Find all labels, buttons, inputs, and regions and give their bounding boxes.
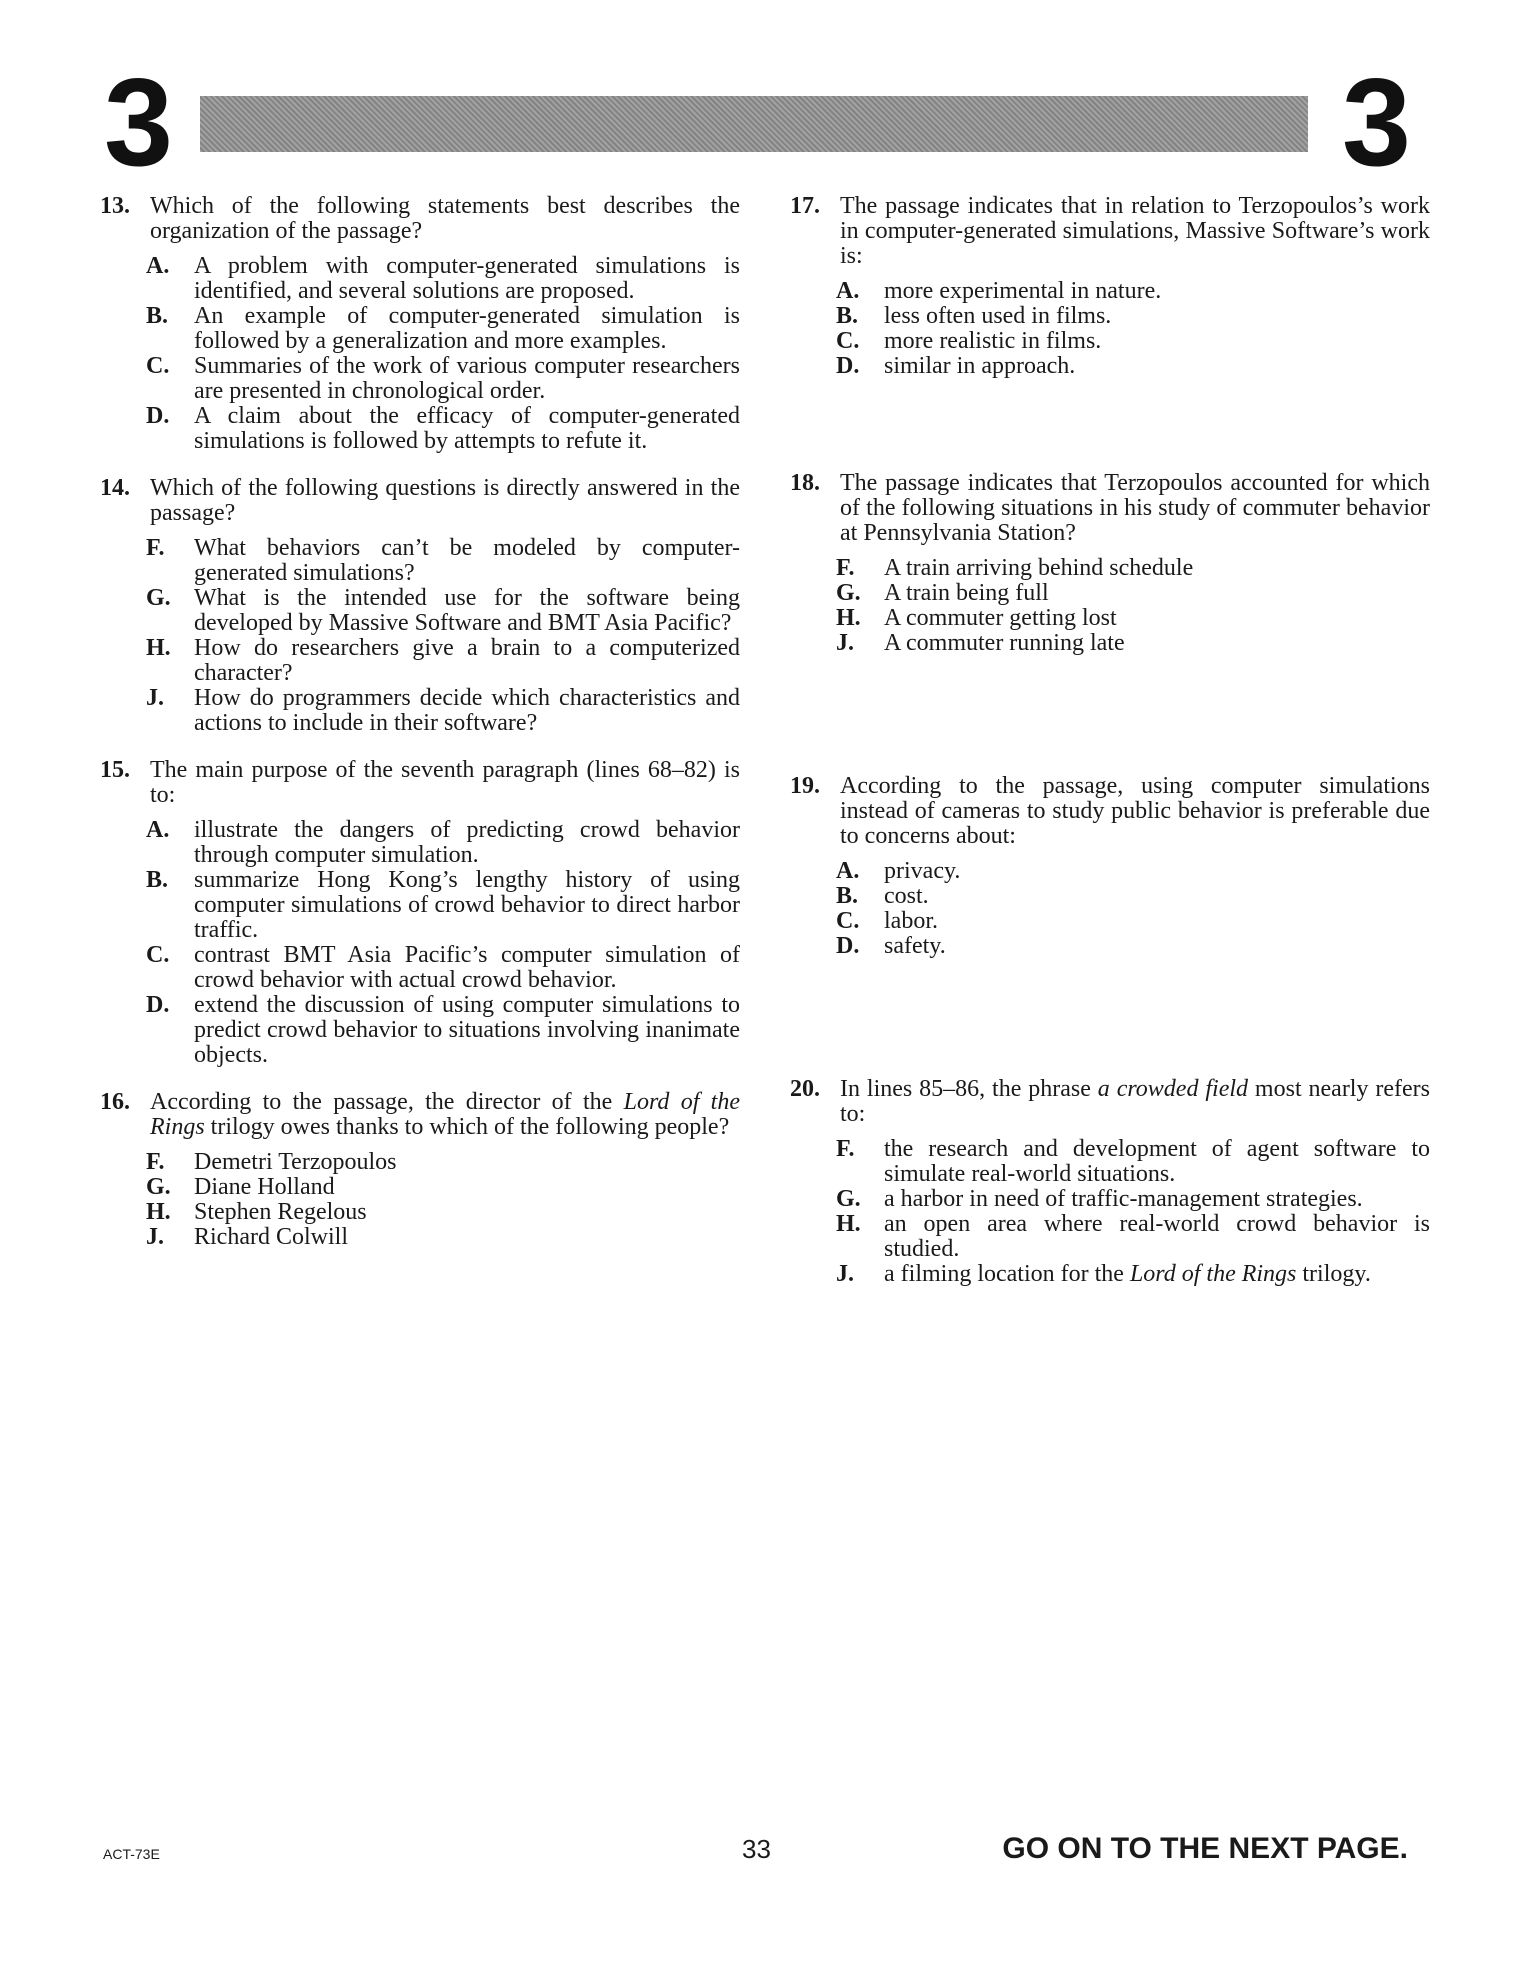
option-letter: J.: [146, 1224, 164, 1250]
question-15: [100, 758, 740, 1068]
option-letter: J.: [836, 630, 854, 656]
question-stem: The passage indicates that in relation to Terzopoulos’s work in computer-generated simulations, Massive Software’s work is:: [840, 193, 1430, 269]
option-text: safety.: [884, 933, 946, 959]
answer-option: [836, 1187, 1430, 1212]
answer-option: [146, 1150, 740, 1175]
question-stem-part: In lines 85–86, the phrase: [840, 1076, 1098, 1102]
question-number: 15.: [100, 757, 130, 783]
option-letter: D.: [146, 992, 170, 1018]
option-text: Summaries of the work of various computer researchers are presented in chronological order.: [194, 353, 740, 404]
option-text: less often used in films.: [884, 303, 1112, 329]
answer-option: [836, 556, 1430, 581]
option-text: How do researchers give a brain to a computerized character?: [194, 635, 740, 686]
answer-option: [836, 581, 1430, 606]
option-letter: F.: [836, 1136, 855, 1162]
left-column: [100, 194, 740, 1250]
section-number-left: 3: [104, 54, 173, 192]
option-text: privacy.: [884, 858, 961, 884]
option-text: more realistic in films.: [884, 328, 1102, 354]
answer-option: [836, 279, 1430, 304]
answer-option: [146, 404, 740, 454]
option-text: A train arriving behind schedule: [884, 555, 1194, 581]
option-text-part: a filming location for the: [884, 1261, 1130, 1287]
answer-option: [146, 943, 740, 993]
answer-option: [146, 1225, 740, 1250]
option-letter: F.: [836, 555, 855, 581]
option-letter: F.: [146, 1149, 165, 1175]
option-text: A train being full: [884, 580, 1049, 606]
option-text: contrast BMT Asia Pacific’s computer simulation of crowd behavior with actual crowd behavior.: [194, 942, 740, 993]
option-letter: D.: [836, 353, 860, 379]
option-letter: G.: [836, 580, 861, 606]
option-letter: G.: [146, 1174, 171, 1200]
option-letter: B.: [836, 303, 859, 329]
answer-option: [146, 536, 740, 586]
option-letter: H.: [146, 635, 171, 661]
option-letter: F.: [146, 535, 165, 561]
right-column: [790, 194, 1430, 1287]
question-13: [100, 194, 740, 454]
option-text: A commuter getting lost: [884, 605, 1117, 631]
question-18: [790, 471, 1430, 656]
option-letter: D.: [836, 933, 860, 959]
option-text: a harbor in need of traffic-management strategies.: [884, 1186, 1363, 1212]
option-text: the research and development of agent software to simulate real-world situations.: [884, 1136, 1430, 1187]
answer-option: [836, 606, 1430, 631]
answer-option: [836, 1137, 1430, 1187]
question-stem: According to the passage, using computer simulations instead of cameras to study public behavior is preferable due to concerns about:: [840, 773, 1430, 849]
question-number: 18.: [790, 470, 820, 496]
option-letter: H.: [146, 1199, 171, 1225]
question-stem: The passage indicates that Terzopoulos accounted for which of the following situations in his study of commuter behavior at Pennsylvania Station?: [840, 470, 1430, 546]
option-letter: G.: [836, 1186, 861, 1212]
question-19: [790, 774, 1430, 959]
option-text: extend the discussion of using computer simulations to predict crowd behavior to situations involving inanimate objects.: [194, 992, 740, 1068]
option-text: labor.: [884, 908, 938, 934]
quoted-phrase: a crowded field: [1097, 1076, 1249, 1102]
answer-option: [146, 818, 740, 868]
option-text: What behaviors can’t be modeled by computer-generated simulations?: [194, 535, 740, 586]
answer-option: [836, 859, 1430, 884]
option-letter: C.: [836, 328, 860, 354]
answer-option: [146, 636, 740, 686]
answer-option: [146, 586, 740, 636]
option-letter: A.: [836, 278, 860, 304]
option-text: Stephen Regelous: [194, 1199, 367, 1225]
question-17: [790, 194, 1430, 379]
question-16: [100, 1090, 740, 1250]
option-letter: B.: [146, 303, 169, 329]
option-text: How do programmers decide which characteristics and actions to include in their software?: [194, 685, 740, 736]
question-stem-part: most nearly refers to:: [840, 1076, 1431, 1127]
option-letter: C.: [146, 942, 170, 968]
option-letter: A.: [146, 253, 170, 279]
option-letter: A.: [146, 817, 170, 843]
question-number: 20.: [790, 1076, 820, 1102]
option-letter: A.: [836, 858, 860, 884]
option-text: A problem with computer-generated simulations is identified, and several solutions are proposed.: [194, 253, 740, 304]
question-stem: Which of the following questions is directly answered in the passage?: [150, 475, 740, 526]
question-stem-part: According to the passage, the director of the: [150, 1089, 624, 1115]
option-letter: C.: [836, 908, 860, 934]
option-text-part: trilogy.: [1296, 1261, 1371, 1287]
option-text: illustrate the dangers of predicting crowd behavior through computer simulation.: [194, 817, 740, 868]
film-title: Lord of the Rings: [1129, 1261, 1297, 1287]
section-number-right: 3: [1342, 54, 1411, 192]
question-stem-part: trilogy owes thanks to which of the following people?: [204, 1114, 730, 1140]
answer-option: [146, 304, 740, 354]
option-text: an open area where real-world crowd behavior is studied.: [884, 1211, 1430, 1262]
option-text: cost.: [884, 883, 929, 909]
answer-option: [836, 909, 1430, 934]
answer-option: [836, 304, 1430, 329]
option-text: Richard Colwill: [194, 1224, 348, 1250]
answer-option: [836, 631, 1430, 656]
answer-option: [836, 329, 1430, 354]
answer-option: [146, 868, 740, 943]
question-14: [100, 476, 740, 736]
answer-option: [836, 1262, 1430, 1287]
question-number: 17.: [790, 193, 820, 219]
form-code: ACT-73E: [103, 1846, 160, 1862]
option-text: similar in approach.: [884, 353, 1076, 379]
option-text: Diane Holland: [194, 1174, 335, 1200]
answer-option: [146, 1175, 740, 1200]
next-page-instruction: GO ON TO THE NEXT PAGE.: [1002, 1832, 1408, 1865]
option-text: Demetri Terzopoulos: [194, 1149, 397, 1175]
question-stem: The main purpose of the seventh paragraph (lines 68–82) is to:: [150, 757, 740, 808]
answer-option: [836, 1212, 1430, 1262]
option-letter: G.: [146, 585, 171, 611]
question-number: 16.: [100, 1089, 130, 1115]
option-text: A claim about the efficacy of computer-generated simulations is followed by attempts to refute it.: [194, 403, 740, 454]
option-letter: J.: [836, 1261, 854, 1287]
section-header-bar: [200, 96, 1308, 152]
option-letter: C.: [146, 353, 170, 379]
option-text: more experimental in nature.: [884, 278, 1162, 304]
question-20: [790, 1077, 1430, 1287]
question-stem: Which of the following statements best describes the organization of the passage?: [150, 193, 740, 244]
answer-option: [146, 254, 740, 304]
option-letter: H.: [836, 1211, 861, 1237]
option-letter: H.: [836, 605, 861, 631]
question-number: 19.: [790, 773, 820, 799]
option-text: summarize Hong Kong’s lengthy history of using computer simulations of crowd behavior to direct harbor traffic.: [194, 867, 740, 943]
answer-option: [146, 354, 740, 404]
option-letter: D.: [146, 403, 170, 429]
option-text: An example of computer-generated simulation is followed by a generalization and more examples.: [194, 303, 740, 354]
question-number: 13.: [100, 193, 130, 219]
option-letter: B.: [146, 867, 169, 893]
question-number: 14.: [100, 475, 130, 501]
option-letter: J.: [146, 685, 164, 711]
answer-option: [146, 1200, 740, 1225]
answer-option: [836, 884, 1430, 909]
option-text: What is the intended use for the software being developed by Massive Software and BMT Asia Pacific?: [194, 585, 740, 636]
answer-option: [146, 993, 740, 1068]
option-text: A commuter running late: [884, 630, 1125, 656]
page-number: 33: [742, 1834, 771, 1864]
answer-option: [836, 354, 1430, 379]
answer-option: [146, 686, 740, 736]
option-letter: B.: [836, 883, 859, 909]
film-title: Lord of the Rings: [150, 1089, 740, 1140]
answer-option: [836, 934, 1430, 959]
